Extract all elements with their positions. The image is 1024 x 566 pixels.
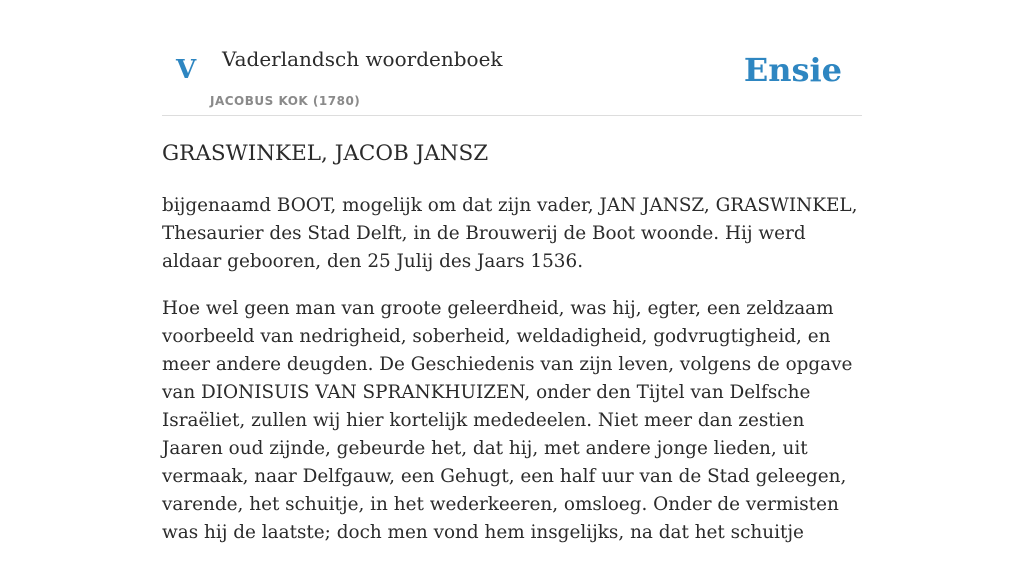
book-title-link[interactable]: Vaderlandsch woordenboek — [222, 47, 503, 71]
site-header — [162, 40, 862, 116]
ensie-logo-link[interactable]: Ensie — [743, 51, 842, 89]
book-author: JACOBUS KOK (1780) — [210, 94, 361, 108]
entry-paragraph: bijgenaamd BOOT, mogelijk om dat zijn vader, JAN JANSZ, GRASWINKEL, Thesaurier des Stad Delft, in de Brouwerij de Boot woonde. Hij werd aldaar gebooren, den 25 Julij des Jaars 1536. — [162, 195, 858, 272]
book-letter-link[interactable]: V — [176, 55, 197, 85]
entry-body — [162, 192, 862, 566]
entry-paragraph: Hoe wel geen man van groote geleerdheid, was hij, egter, een zeldzaam voorbeeld van nedrigheid, soberheid, weldadigheid, godvrugtigheid, en meer andere deugden. De Geschiedenis van zijn leven, volgens de opgave van DIONISUIS VAN SPRANKHUIZEN, onder den Tijtel van Delfsche Israëliet, zullen wij hier kortelijk mededeelen. Niet meer dan zestien Jaaren oud zijnde, gebeurde het, dat hij, met andere jonge lieden, uit vermaak, naar Delfgauw, een Gehugt, een half uur van de Stad geleegen, varende, het schuitje, in het wederkeeren, omsloeg. Onder de vermisten was hij de laatste; doch men vond hem insgelijks, na dat het schuitje — [162, 298, 853, 543]
entry-title: GRASWINKEL, JACOB JANSZ — [162, 141, 489, 166]
